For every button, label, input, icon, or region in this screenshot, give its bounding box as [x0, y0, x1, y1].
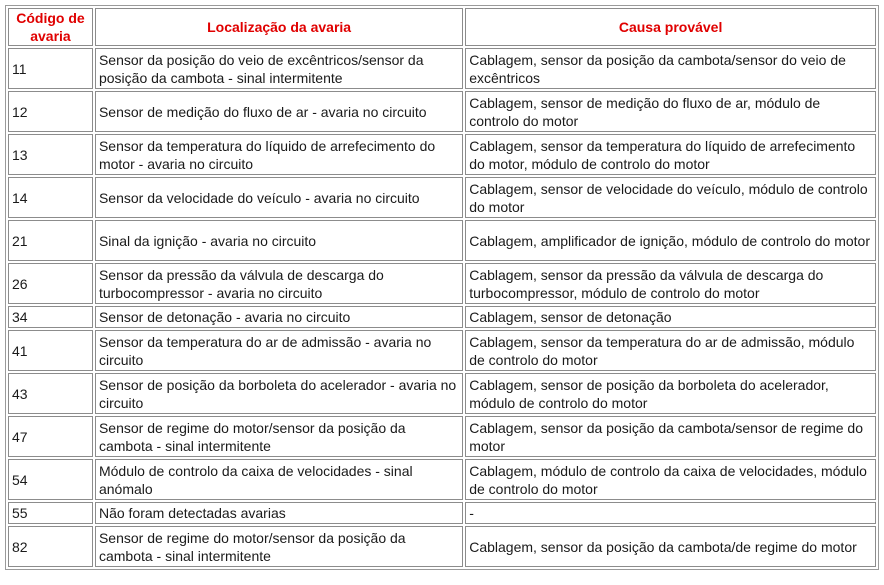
fault-code-table — [5, 5, 879, 570]
fault-location-cell: Sensor da pressão da válvula de descarga do turbocompressor - avaria no circuito — [95, 263, 463, 304]
table-row — [8, 134, 876, 175]
probable-cause-cell: Cablagem, sensor de velocidade do veículo, módulo de controlo do motor — [465, 177, 876, 218]
fault-code-cell: 13 — [8, 134, 93, 175]
fault-code-cell: 47 — [8, 416, 93, 457]
fault-code-cell: 82 — [8, 526, 93, 567]
table-row — [8, 48, 876, 89]
fault-code-cell: 12 — [8, 91, 93, 132]
probable-cause-cell: Cablagem, módulo de controlo da caixa de velocidades, módulo de controlo do motor — [465, 459, 876, 500]
fault-location-cell: Módulo de controlo da caixa de velocidades - sinal anómalo — [95, 459, 463, 500]
probable-cause-cell: Cablagem, sensor da pressão da válvula de descarga do turbocompressor, módulo de controlo do motor — [465, 263, 876, 304]
fault-location-cell: Sensor da velocidade do veículo - avaria no circuito — [95, 177, 463, 218]
header-location: Localização da avaria — [95, 8, 463, 46]
probable-cause-cell: Cablagem, sensor de medição do fluxo de ar, módulo de controlo do motor — [465, 91, 876, 132]
table-row — [8, 526, 876, 567]
table-row — [8, 502, 876, 524]
fault-location-cell: Sensor de posição da borboleta do acelerador - avaria no circuito — [95, 373, 463, 414]
fault-location-cell: Sinal da ignição - avaria no circuito — [95, 220, 463, 261]
fault-location-cell: Sensor de regime do motor/sensor da posição da cambota - sinal intermitente — [95, 416, 463, 457]
table-row — [8, 373, 876, 414]
probable-cause-cell: Cablagem, sensor de posição da borboleta do acelerador, módulo de controlo do motor — [465, 373, 876, 414]
probable-cause-cell: Cablagem, sensor da posição da cambota/sensor do veio de excêntricos — [465, 48, 876, 89]
table-row — [8, 220, 876, 261]
table-header-row — [8, 8, 876, 46]
fault-code-cell: 21 — [8, 220, 93, 261]
probable-cause-cell: Cablagem, amplificador de ignição, módulo de controlo do motor — [465, 220, 876, 261]
fault-location-cell: Sensor de medição do fluxo de ar - avaria no circuito — [95, 91, 463, 132]
fault-location-cell: Não foram detectadas avarias — [95, 502, 463, 524]
table-row — [8, 416, 876, 457]
table-row — [8, 91, 876, 132]
probable-cause-cell: Cablagem, sensor da posição da cambota/sensor de regime do motor — [465, 416, 876, 457]
probable-cause-cell: Cablagem, sensor da posição da cambota/de regime do motor — [465, 526, 876, 567]
header-code: Código de avaria — [8, 8, 93, 46]
fault-code-cell: 41 — [8, 330, 93, 371]
fault-location-cell: Sensor de detonação - avaria no circuito — [95, 306, 463, 328]
table-row — [8, 459, 876, 500]
fault-code-cell: 26 — [8, 263, 93, 304]
probable-cause-cell: Cablagem, sensor da temperatura do líquido de arrefecimento do motor, módulo de controlo do motor — [465, 134, 876, 175]
probable-cause-cell: - — [465, 502, 876, 524]
fault-code-cell: 14 — [8, 177, 93, 218]
fault-location-cell: Sensor de regime do motor/sensor da posição da cambota - sinal intermitente — [95, 526, 463, 567]
fault-location-cell: Sensor da posição do veio de excêntricos/sensor da posição da cambota - sinal intermitente — [95, 48, 463, 89]
fault-code-cell: 11 — [8, 48, 93, 89]
probable-cause-cell: Cablagem, sensor de detonação — [465, 306, 876, 328]
table-row — [8, 306, 876, 328]
table-row — [8, 330, 876, 371]
fault-code-cell: 55 — [8, 502, 93, 524]
fault-location-cell: Sensor da temperatura do ar de admissão - avaria no circuito — [95, 330, 463, 371]
fault-code-cell: 34 — [8, 306, 93, 328]
table-row — [8, 263, 876, 304]
probable-cause-cell: Cablagem, sensor da temperatura do ar de admissão, módulo de controlo do motor — [465, 330, 876, 371]
header-cause: Causa provável — [465, 8, 876, 46]
table-row — [8, 177, 876, 218]
fault-code-cell: 43 — [8, 373, 93, 414]
fault-code-table-container — [5, 5, 879, 570]
fault-code-cell: 54 — [8, 459, 93, 500]
fault-location-cell: Sensor da temperatura do líquido de arrefecimento do motor - avaria no circuito — [95, 134, 463, 175]
